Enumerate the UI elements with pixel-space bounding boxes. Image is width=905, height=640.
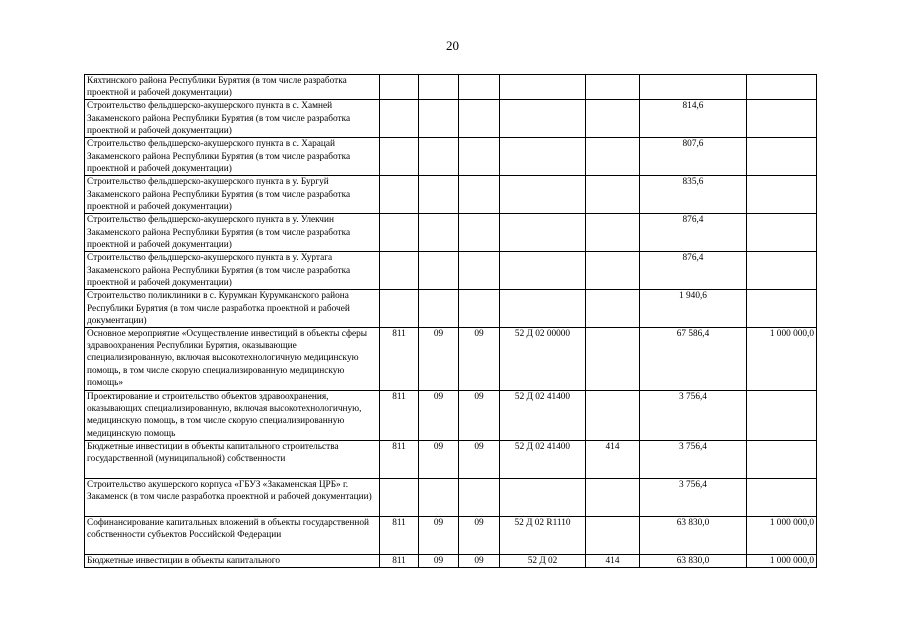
row-name: Строительство фельдшерско-акушерского пункта в у. Бургуй Закаменского района Республики Бурятия (в том числе разработка проектной и рабочей документации) — [85, 176, 380, 214]
row-csr: 52 Д 02 41400 — [500, 441, 586, 479]
row-sum2 — [747, 479, 817, 517]
table-row — [85, 328, 817, 391]
row-name: Строительство фельдшерско-акушерского пункта в с. Хамней Закаменского района Республики Бурятия (в том числе разработка проектной и рабочей документации) — [85, 100, 380, 138]
row-rz: 09 — [419, 391, 459, 441]
row-rz: 09 — [419, 441, 459, 479]
row-name: Строительство фельдшерско-акушерского пункта в у. Хуртага Закаменского района Республики Бурятия (в том числе разработка проектной и рабочей документации) — [85, 252, 380, 290]
row-grbs: 811 — [380, 441, 419, 479]
row-grbs — [380, 214, 419, 252]
row-pr: 09 — [459, 517, 500, 555]
row-rz — [419, 252, 459, 290]
row-pr — [459, 479, 500, 517]
row-vr — [586, 290, 640, 328]
row-name: Строительство акушерского корпуса «ГБУЗ «Закаменская ЦРБ» г. Закаменск (в том числе разработка проектной и рабочей документации) — [85, 479, 380, 517]
row-sum2 — [747, 138, 817, 176]
row-name: Софинансирование капитальных вложений в объекты государственной собственности субъектов Российской Федерации — [85, 517, 380, 555]
row-vr — [586, 517, 640, 555]
row-name: Строительство фельдшерско-акушерского пункта в у. Улекчин Закаменского района Республики Бурятия (в том числе разработка проектной и рабочей документации) — [85, 214, 380, 252]
row-vr — [586, 214, 640, 252]
row-csr — [500, 290, 586, 328]
table-row — [85, 517, 817, 555]
row-rz: 09 — [419, 555, 459, 568]
row-sum2: 1 000 000,0 — [747, 517, 817, 555]
row-sum2 — [747, 176, 817, 214]
row-vr — [586, 176, 640, 214]
row-name: Строительство фельдшерско-акушерского пункта в с. Харацай Закаменского района Республики Бурятия (в том числе разработка проектной и рабочей документации) — [85, 138, 380, 176]
row-sum2: 1 000 000,0 — [747, 555, 817, 568]
row-sum1: 3 756,4 — [640, 391, 747, 441]
row-rz — [419, 214, 459, 252]
table-row — [85, 176, 817, 214]
table-row — [85, 252, 817, 290]
row-csr: 52 Д 02 41400 — [500, 391, 586, 441]
row-name: Проектирование и строительство объектов здравоохранения, оказывающих специализированную, включая высокотехнологичную, медицинскую помощь, в том числе скорую специализированную медицинскую помощь — [85, 391, 380, 441]
row-grbs — [380, 479, 419, 517]
row-rz — [419, 176, 459, 214]
row-csr — [500, 252, 586, 290]
row-sum2 — [747, 252, 817, 290]
row-vr — [586, 75, 640, 100]
table-row — [85, 75, 817, 100]
row-pr — [459, 75, 500, 100]
row-vr — [586, 479, 640, 517]
row-vr — [586, 391, 640, 441]
row-rz — [419, 100, 459, 138]
row-pr — [459, 138, 500, 176]
row-rz — [419, 479, 459, 517]
row-rz: 09 — [419, 517, 459, 555]
table-row — [85, 138, 817, 176]
row-csr — [500, 75, 586, 100]
row-grbs — [380, 100, 419, 138]
row-rz — [419, 290, 459, 328]
row-csr — [500, 138, 586, 176]
row-csr — [500, 214, 586, 252]
row-grbs — [380, 290, 419, 328]
row-grbs: 811 — [380, 391, 419, 441]
row-grbs: 811 — [380, 517, 419, 555]
row-csr — [500, 479, 586, 517]
row-grbs: 811 — [380, 555, 419, 568]
row-vr — [586, 252, 640, 290]
row-sum2 — [747, 214, 817, 252]
row-sum1: 63 830,0 — [640, 517, 747, 555]
row-grbs — [380, 252, 419, 290]
row-vr — [586, 138, 640, 176]
row-grbs — [380, 176, 419, 214]
row-sum2 — [747, 290, 817, 328]
table-row — [85, 391, 817, 441]
row-pr — [459, 290, 500, 328]
row-pr — [459, 100, 500, 138]
row-pr — [459, 176, 500, 214]
row-rz — [419, 75, 459, 100]
row-pr: 09 — [459, 391, 500, 441]
row-sum1: 876,4 — [640, 252, 747, 290]
row-name: Основное мероприятие «Осуществление инвестиций в объекты сферы здравоохранения Республики Бурятия, оказывающие специализированную, включая высокотехнологичную медицинскую помощь, в том числе скорую специализированную медицинскую помощь» — [85, 328, 380, 391]
row-pr: 09 — [459, 441, 500, 479]
row-vr: 414 — [586, 441, 640, 479]
row-pr: 09 — [459, 328, 500, 391]
row-pr — [459, 252, 500, 290]
row-name: Бюджетные инвестиции в объекты капитального — [85, 555, 380, 568]
table-row — [85, 214, 817, 252]
row-grbs — [380, 138, 419, 176]
row-sum1: 3 756,4 — [640, 441, 747, 479]
row-sum1: 814,6 — [640, 100, 747, 138]
row-sum1: 67 586,4 — [640, 328, 747, 391]
table-row — [85, 100, 817, 138]
row-pr — [459, 214, 500, 252]
row-sum1: 1 940,6 — [640, 290, 747, 328]
row-grbs — [380, 75, 419, 100]
row-sum1: 63 830,0 — [640, 555, 747, 568]
row-rz — [419, 138, 459, 176]
row-vr — [586, 328, 640, 391]
row-sum1: 3 756,4 — [640, 479, 747, 517]
row-name: Строительство поликлиники в с. Курумкан Курумканского района Республики Бурятия (в том числе разработка проектной и рабочей документации) — [85, 290, 380, 328]
row-vr — [586, 100, 640, 138]
budget-table — [84, 74, 817, 568]
row-sum2 — [747, 441, 817, 479]
row-csr: 52 Д 02 00000 — [500, 328, 586, 391]
row-sum1: 807,6 — [640, 138, 747, 176]
row-sum2: 1 000 000,0 — [747, 328, 817, 391]
table-row — [85, 479, 817, 517]
page-number: 20 — [446, 38, 459, 53]
row-sum1: 835,6 — [640, 176, 747, 214]
table-row — [85, 441, 817, 479]
table-body — [85, 75, 817, 568]
table-row — [85, 290, 817, 328]
row-sum1: 876,4 — [640, 214, 747, 252]
table-row — [85, 555, 817, 568]
row-sum2 — [747, 75, 817, 100]
row-sum2 — [747, 391, 817, 441]
row-sum1 — [640, 75, 747, 100]
row-name: Бюджетные инвестиции в объекты капитального строительства государственной (муниципальной) собственности — [85, 441, 380, 479]
row-vr: 414 — [586, 555, 640, 568]
row-csr — [500, 176, 586, 214]
row-rz: 09 — [419, 328, 459, 391]
row-csr: 52 Д 02 — [500, 555, 586, 568]
row-name: Кяхтинского района Республики Бурятия (в том числе разработка проектной и рабочей документации) — [85, 75, 380, 100]
row-sum2 — [747, 100, 817, 138]
row-grbs: 811 — [380, 328, 419, 391]
row-csr — [500, 100, 586, 138]
row-csr: 52 Д 02 R1110 — [500, 517, 586, 555]
row-pr: 09 — [459, 555, 500, 568]
